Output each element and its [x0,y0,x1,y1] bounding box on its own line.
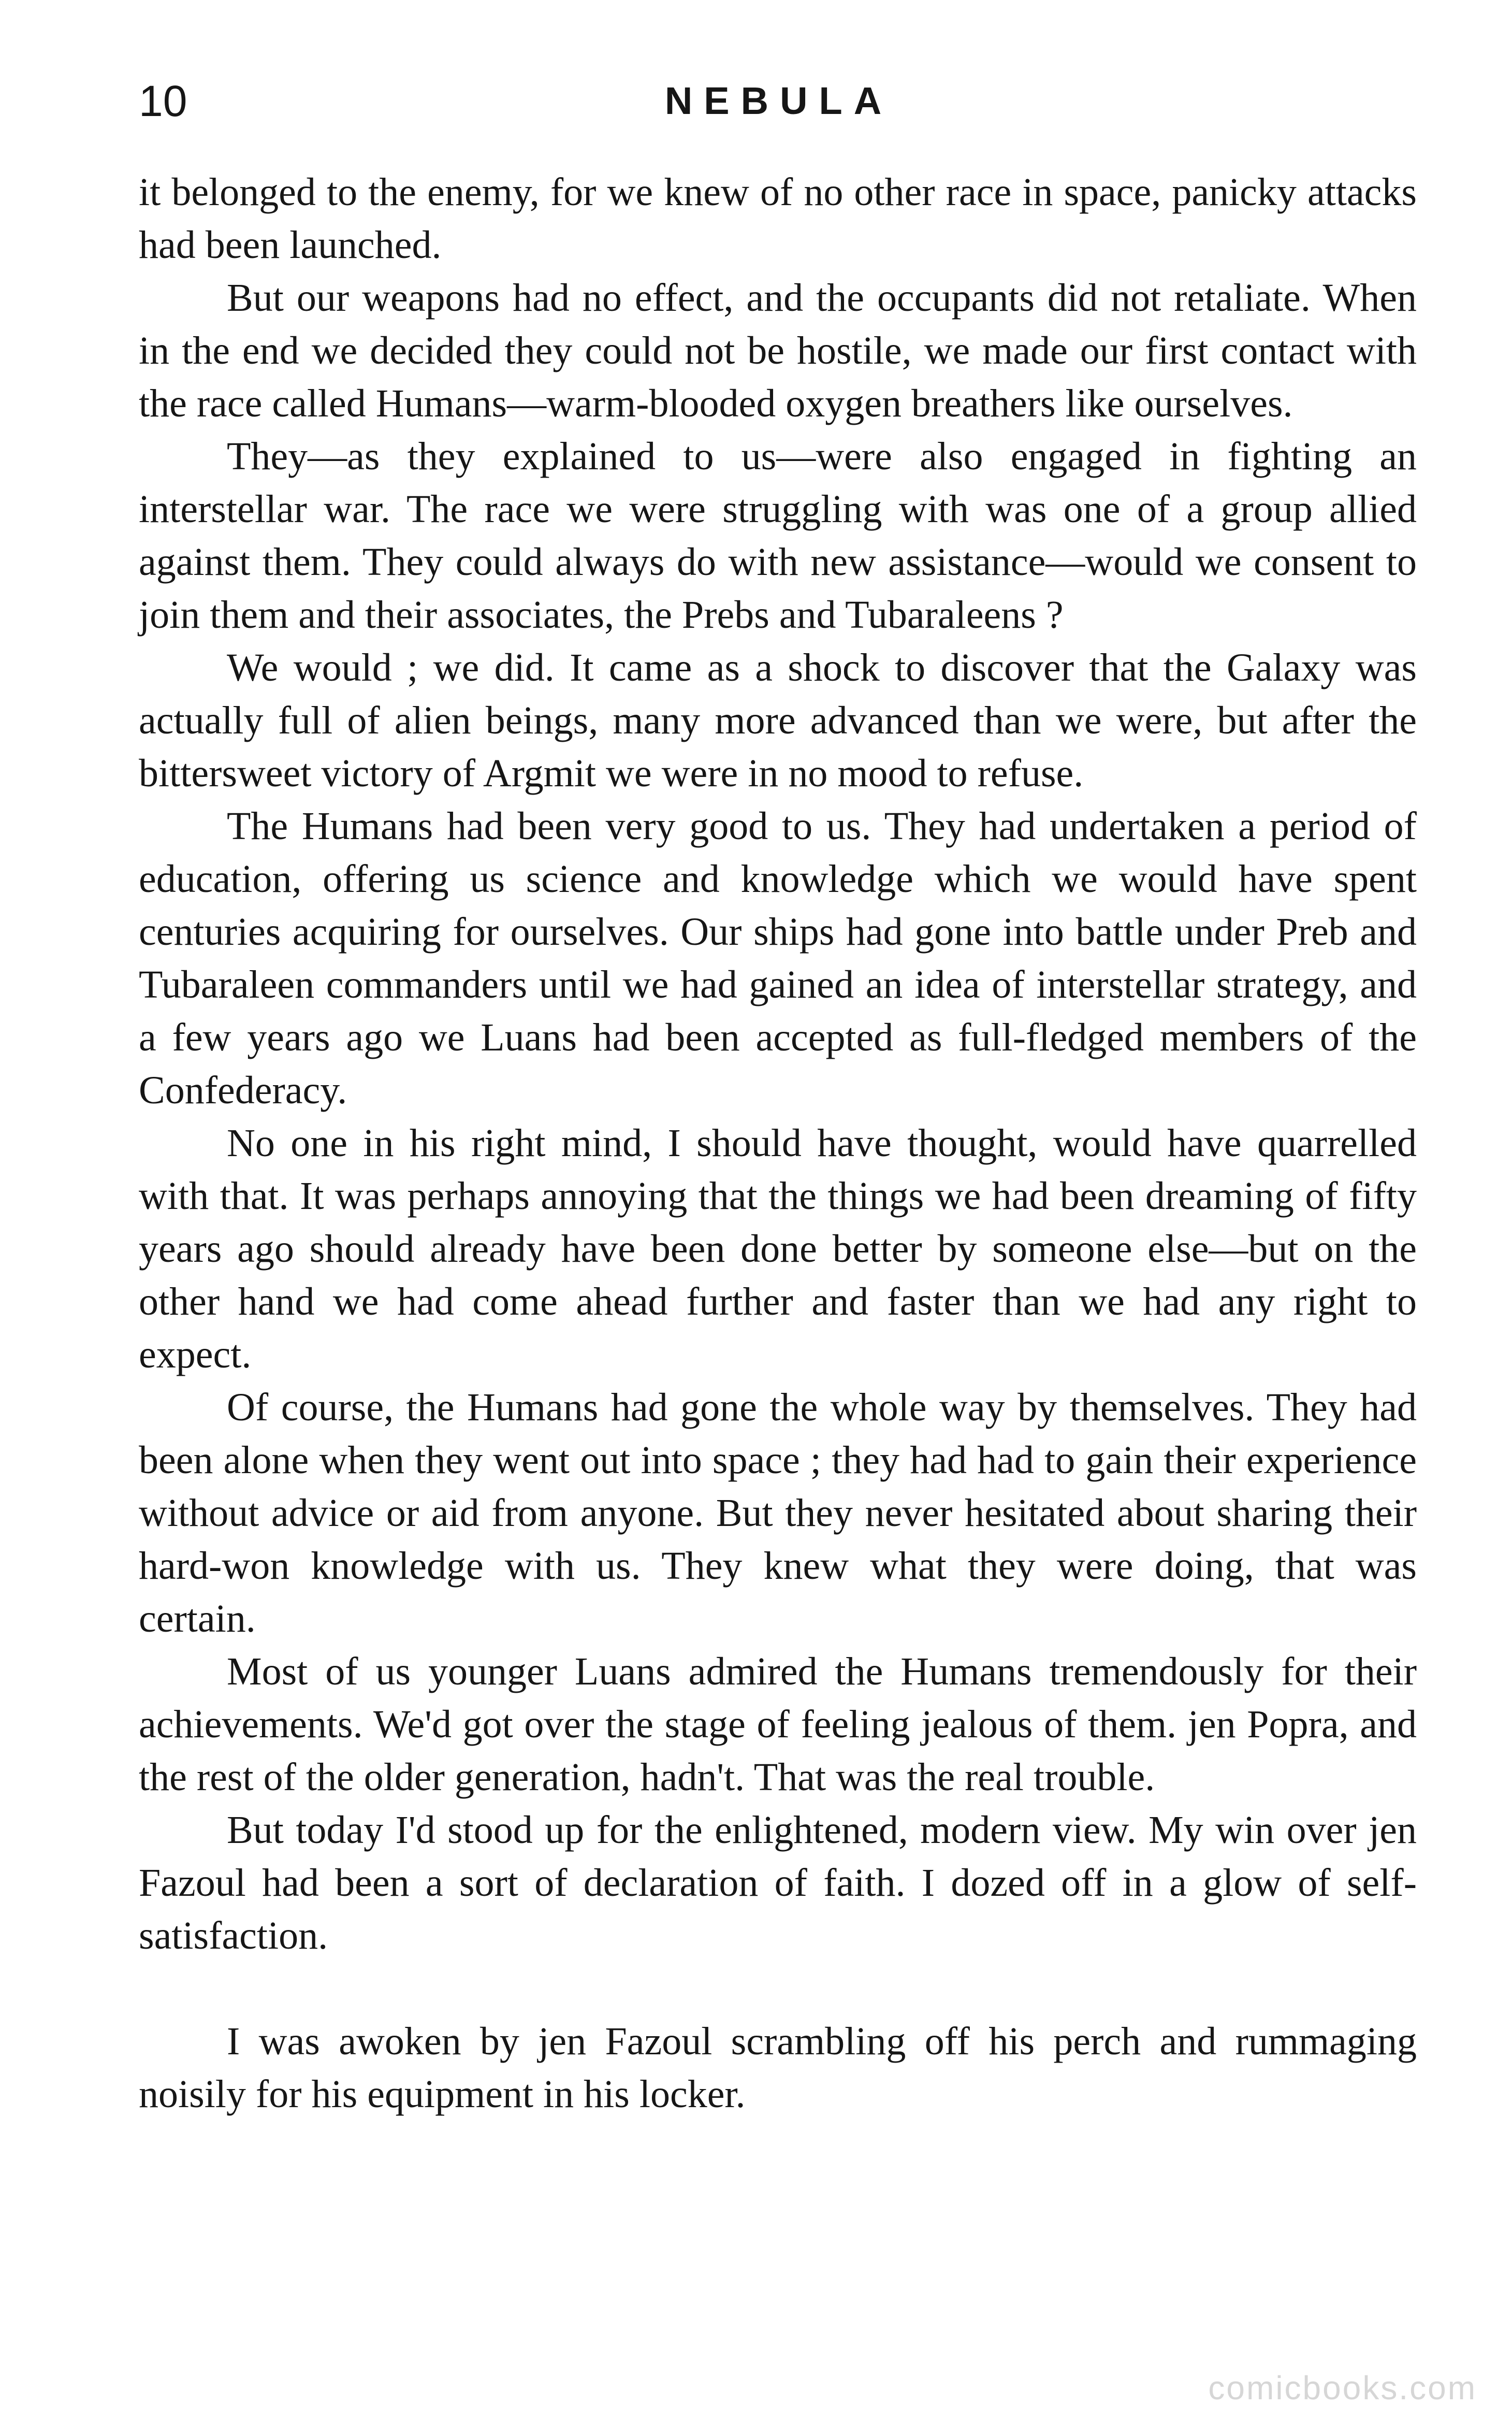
paragraph: The Humans had been very good to us. They had undertaken a period of education, offering us science and knowledge which we would have spent centuries acquiring for ourselves. Our ships had gone into battle under Preb and Tubaraleen commanders until we had gained an idea of interstellar strategy, and a few years ago we Luans had been accepted as full-fledged members of the Confederacy. [139,804,1417,1112]
paragraph: They—as they explained to us—were also engaged in fighting an interstellar war. The race we were struggling with was one of a group allied against them. They could always do with new assistance—would we consent to join them and their associates, the Prebs and Tubaraleens ? [139,435,1417,637]
paragraph: But today I'd stood up for the enlightened, modern view. My win over jen Fazoul had been a sort of declaration of faith. I dozed off in a glow of self-satisfaction. [139,1808,1417,1957]
paragraph: I was awoken by jen Fazoul scrambling off his perch and rummaging noisily for his equipment in his locker. [139,2020,1417,2116]
paragraph: it belonged to the enemy, for we knew of no other race in space, panicky attacks had been launched. [139,170,1417,267]
paragraph: Most of us younger Luans admired the Humans tremendously for their achievements. We'd got over the stage of feeling jealous of them. jen Popra, and the rest of the older generation, hadn't. That was the real trouble. [139,1650,1417,1799]
paragraph: No one in his right mind, I should have thought, would have quarrelled with that. It was perhaps annoying that the things we had been dreaming of fifty years ago should already have been done better by someone else—but on the other hand we had come ahead further and faster than we had any right to expect. [139,1121,1417,1376]
running-title: NEBULA [664,79,893,122]
paragraph: But our weapons had no effect, and the occupants did not retaliate. When in the end we decided they could not be hostile, we made our first contact with the race called Humans—warm-blooded oxygen breathers like ourselves. [139,276,1417,425]
paragraph: We would ; we did. It came as a shock to discover that the Galaxy was actually full of alien beings, many more advanced than we were, but after the bittersweet victory of Argmit we were in no mood to refuse. [139,646,1417,795]
page-header [139,62,1419,140]
paragraph: Of course, the Humans had gone the whole way by themselves. They had been alone when they went out into space ; they had had to gain their experience without advice or aid from anyone. But they never hesitated about sharing their hard-won knowledge with us. They knew what they were doing, that was certain. [139,1386,1417,1640]
page-number: 10 [139,77,187,125]
body-text [139,166,1417,2121]
watermark: comicbooks.com [1208,2369,1477,2407]
